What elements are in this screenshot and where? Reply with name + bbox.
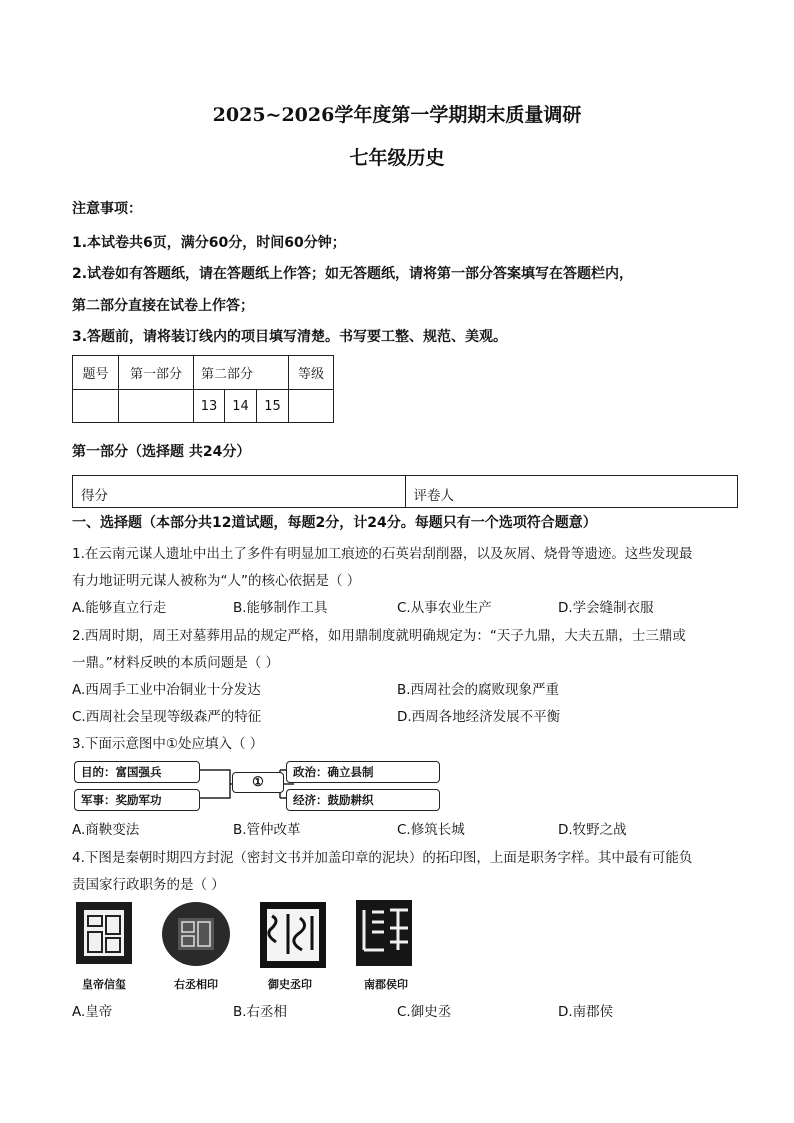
q2-option-b: B.西周社会的腐败现象严重 — [397, 682, 560, 698]
seal-image-emperor — [76, 902, 132, 964]
section-title: 一、选择题（本部分共12道试题，每题2分，计24分。每题只有一个选项符合题意） — [72, 515, 597, 531]
q2-stem-cont: 一鼎。”材料反映的本质问题是（ ） — [72, 655, 280, 671]
score-cell-q14: 14 — [225, 390, 257, 423]
score-table-header-grade: 等级 — [289, 356, 334, 390]
q3-diagram — [72, 758, 444, 810]
q4-option-b: B.右丞相 — [233, 1004, 288, 1020]
score-table-header-part1: 第一部分 — [119, 356, 194, 390]
notice-heading: 注意事项： — [72, 201, 142, 217]
q4-seal-images — [72, 898, 412, 974]
score-cell-q15: 15 — [257, 390, 289, 423]
q1-option-a: A.能够直立行走 — [72, 600, 167, 616]
q2-stem: 2.西周时期，周王对墓葬用品的规定严格，如用鼎制度就明确规定为：“天子九鼎，大夫五鼎，士三鼎或 — [72, 628, 686, 644]
q3-option-d: D.牧野之战 — [558, 822, 627, 838]
score-cell-grade — [289, 390, 334, 423]
q2-option-a: A.西周手工业中冶铜业十分发达 — [72, 682, 261, 698]
q4-stem: 4.下图是秦朝时期四方封泥（密封文书并加盖印章的泥块）的拓印图，上面是职务字样。其中最有可能负 — [72, 850, 693, 866]
q3-option-b: B.管仲改革 — [233, 822, 301, 838]
score-table — [72, 355, 334, 423]
diagram-politics-box: 政治：确立县制 — [286, 761, 440, 783]
score-label: 得分 — [73, 476, 406, 507]
q2-option-c: C.西周社会呈现等级森严的特征 — [72, 709, 262, 725]
q2-option-d: D.西周各地经济发展不平衡 — [397, 709, 561, 725]
q4-option-d: D.南郡侯 — [558, 1004, 614, 1020]
q1-stem: 1.在云南元谋人遗址中出土了多件有明显加工痕迹的石英岩刮削器，以及灰屑、烧骨等遗迹。这些发现最 — [72, 546, 693, 562]
score-table-header-question: 题号 — [73, 356, 119, 390]
q1-option-d: D.学会缝制衣服 — [558, 600, 654, 616]
seal-caption-4: 南郡侯印 — [364, 978, 408, 991]
score-cell-part1 — [119, 390, 194, 423]
diagram-goal-box: 目的：富国强兵 — [74, 761, 200, 783]
q4-stem-cont: 责国家行政职务的是（ ） — [72, 877, 225, 893]
q1-option-b: B.能够制作工具 — [233, 600, 328, 616]
q4-option-c: C.御史丞 — [397, 1004, 452, 1020]
exam-title: 2025~2026学年度第一学期期末质量调研 — [212, 104, 582, 126]
diagram-economy-box: 经济：鼓励耕织 — [286, 789, 440, 811]
q3-stem: 3.下面示意图中①处应填入（ ） — [72, 736, 264, 752]
notice-item-3: 3.答题前，请将装订线内的项目填写清楚。书写要工整、规范、美观。 — [72, 329, 508, 345]
diagram-center-box: ① — [232, 772, 284, 793]
q1-stem-cont: 有力地证明元谋人被称为“人”的核心依据是（ ） — [72, 573, 361, 589]
seal-caption-1: 皇帝信玺 — [82, 978, 126, 991]
seal-caption-2: 右丞相印 — [174, 978, 218, 991]
exam-subject: 七年级历史 — [349, 147, 445, 169]
score-cell-blank — [73, 390, 119, 423]
seal-image-censor — [260, 902, 326, 968]
part1-heading: 第一部分（选择题 共24分） — [72, 444, 251, 460]
seal-caption-3: 御史丞印 — [268, 978, 312, 991]
q3-option-a: A.商鞅变法 — [72, 822, 140, 838]
notice-item-1: 1.本试卷共6页，满分60分，时间60分钟； — [72, 235, 346, 251]
seal-image-nanjun-marquis — [356, 900, 412, 966]
diagram-military-box: 军事：奖励军功 — [74, 789, 200, 811]
score-grader-box — [72, 475, 738, 508]
grader-label: 评卷人 — [413, 488, 454, 504]
score-cell-q13: 13 — [194, 390, 225, 423]
score-table-header-part2: 第二部分 — [194, 356, 289, 390]
seal-image-right-chancellor — [162, 902, 230, 966]
q1-option-c: C.从事农业生产 — [397, 600, 492, 616]
notice-item-2-cont: 第二部分直接在试卷上作答； — [72, 298, 254, 314]
notice-item-2: 2.试卷如有答题纸，请在答题纸上作答；如无答题纸，请将第一部分答案填写在答题栏内， — [72, 266, 634, 282]
q3-option-c: C.修筑长城 — [397, 822, 465, 838]
q4-option-a: A.皇帝 — [72, 1004, 113, 1020]
